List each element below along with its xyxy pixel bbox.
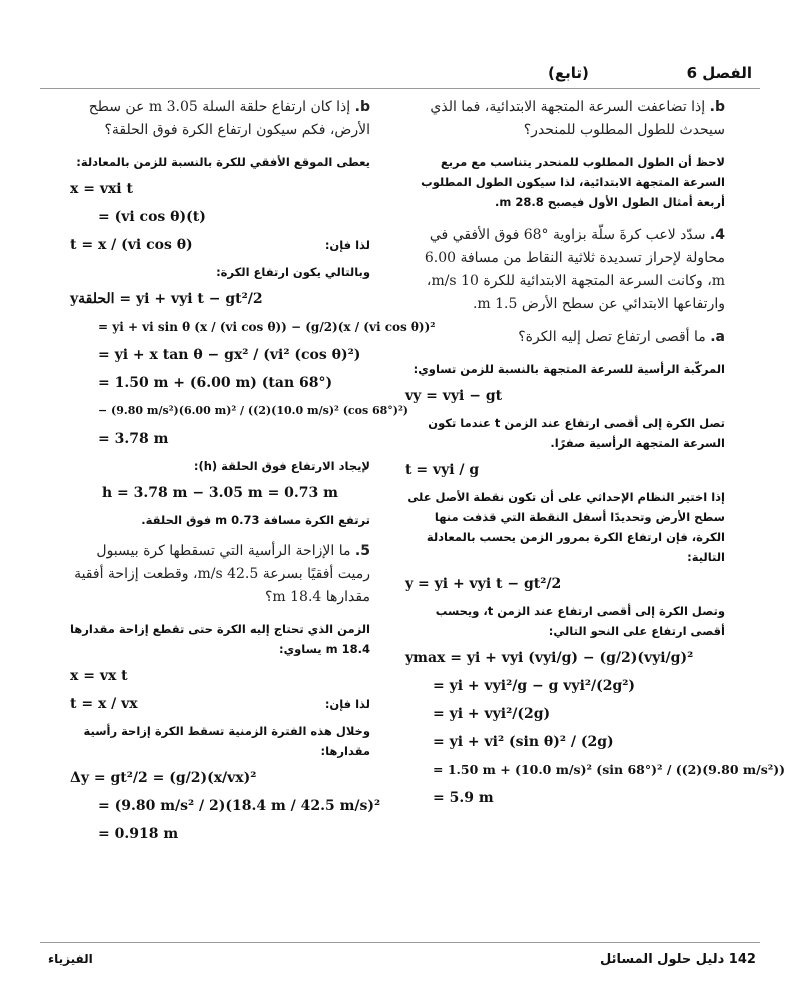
solution-text: لذا فإن:	[324, 238, 370, 252]
equation: t = vyi / g	[405, 462, 480, 478]
header-rule	[40, 88, 760, 89]
solution-text: وخلال هذه الفترة الزمنية تسقط الكرة إزاحة رأسية مقدارها:	[83, 724, 370, 758]
equation: − (9.80 m/s²)(6.00 m)² / ((2)(10.0 m/s)² (cos 68°)²)	[98, 404, 408, 417]
page-number: 142 دليل حلول المسائل	[600, 952, 756, 967]
solution-text: المركّبة الرأسية للسرعة المتجهة بالنسبة للزمن تساوي:	[413, 362, 725, 376]
equation: = yi + vyi²/g − g vyi²/(2g²)	[433, 678, 636, 694]
equation: = yi + vi sin θ (x / (vi cos θ)) − (g/2)(x / (vi cos θ))²	[98, 320, 436, 334]
solution-text: يعطى الموقع الأفقي للكرة بالنسبة للزمن بالمعادلة:	[76, 155, 370, 169]
question-b: b. إذا كان ارتفاع حلقة السلة 3.05 m عن سطح الأرض، فكم سيكون ارتفاع الكرة فوق الحلقة؟	[88, 99, 370, 138]
question-4a: a. ما أقصى ارتفاع تصل إليه الكرة؟	[518, 329, 725, 345]
solution-text: الزمن الذي تحتاج إليه الكرة حتى تقطع إزاحة مقدارها 18.4 m يساوي:	[69, 622, 370, 656]
solution-text: إذا اختير النظام الإحداثي على أن تكون نقطة الأصل على سطح الأرض وتحديدًا أسفل النقطة التي قذفت منها الكرة، فإن ارتفاع الكرة بمرور الزمن يحسب بالمعادلة التالية:	[407, 490, 725, 564]
equation: = 1.50 m + (10.0 m/s)² (sin 68°)² / ((2)(9.80 m/s²))	[433, 762, 786, 777]
equation: t = x / (vi cos θ)	[70, 237, 193, 253]
right-column	[405, 96, 786, 815]
solution-text: لذا فإن:	[324, 697, 370, 711]
footer-rule	[40, 942, 760, 943]
continued-label: (تابع)	[548, 64, 589, 82]
equation-row	[70, 693, 370, 715]
equation: = yi + vi² (sin θ)² / (2g)	[433, 734, 614, 750]
question-5: 5. ما الإزاحة الرأسية التي تسقطها كرة بيسبول رميت أفقيًا بسرعة 42.5 m/s، وقطعت إزاحة أفقية مقدارها 18.4 m؟	[74, 543, 370, 605]
solution-text: وتصل الكرة إلى أقصى ارتفاع عند الزمن t، ويحسب أقصى ارتفاع على النحو التالي:	[435, 604, 725, 638]
equation: x = vxi t	[70, 181, 133, 197]
equation: = 0.918 m	[98, 826, 179, 842]
equation: ymax = yi + vyi (vyi/g) − (g/2)(vyi/g)²	[405, 650, 694, 666]
equation: vy = vyi − gt	[405, 388, 503, 404]
equation: = (vi cos θ)(t)	[98, 209, 206, 225]
chapter-title: الفصل 6	[686, 64, 752, 82]
equation: Δy = gt²/2 = (g/2)(x/vx)²	[70, 770, 257, 786]
equation: y = yi + vyi t − gt²/2	[405, 576, 562, 592]
left-column	[69, 96, 436, 851]
equation-row	[70, 234, 370, 256]
equation: = 5.9 m	[433, 790, 494, 806]
equation: = (9.80 m/s² / 2)(18.4 m / 42.5 m/s)²	[98, 798, 381, 814]
equation: = 3.78 m	[98, 431, 169, 447]
solution-b: لاحظ أن الطول المطلوب للمنحدر يتناسب مع مربع السرعة المتجهة الابتدائية، لذا سيكون الطول المطلوب أربعة أمثال الطول الأول فيصبح 28.8 m.	[421, 155, 725, 209]
question-4: 4. سدّد لاعب كرةَ سلّة بزاوية °68 فوق الأفقي في محاولة لإحراز تسديدة ثلاثية النقاط من مسافة 6.00 m، وكانت السرعة المتجهة الابتدائية للكرة 10 m/s، وارتفاعها الابتدائي عن سطح الأرض 1.5 m.	[424, 227, 725, 312]
subject-label: الفيزياء	[48, 952, 93, 966]
equation: = 1.50 m + (6.00 m) (tan 68°)	[98, 375, 333, 391]
equation: = yi + x tan θ − gx² / (vi² (cos θ)²)	[98, 347, 361, 363]
solution-text: وبالتالي يكون ارتفاع الكرة:	[216, 265, 370, 279]
equation: yالحلقة = yi + vyi t − gt²/2	[70, 291, 263, 307]
equation: t = x / vx	[70, 696, 138, 712]
equation: = yi + vyi²/(2g)	[433, 706, 551, 722]
solution-text: لإيجاد الارتفاع فوق الحلقة (h):	[193, 459, 370, 473]
equation: h = 3.78 m − 3.05 m = 0.73 m	[102, 485, 338, 501]
equation: x = vx t	[70, 668, 128, 684]
solution-text: تصل الكرة إلى أقصى ارتفاع عند الزمن t عندما تكون السرعة المتجهة الرأسية صفرًا.	[428, 416, 725, 450]
question-b: b. إذا تضاعفت السرعة المتجهة الابتدائية، فما الذي سيحدث للطول المطلوب للمنحدر؟	[430, 99, 725, 138]
solution-text: ترتفع الكرة مسافة 0.73 m فوق الحلقة.	[141, 513, 370, 527]
